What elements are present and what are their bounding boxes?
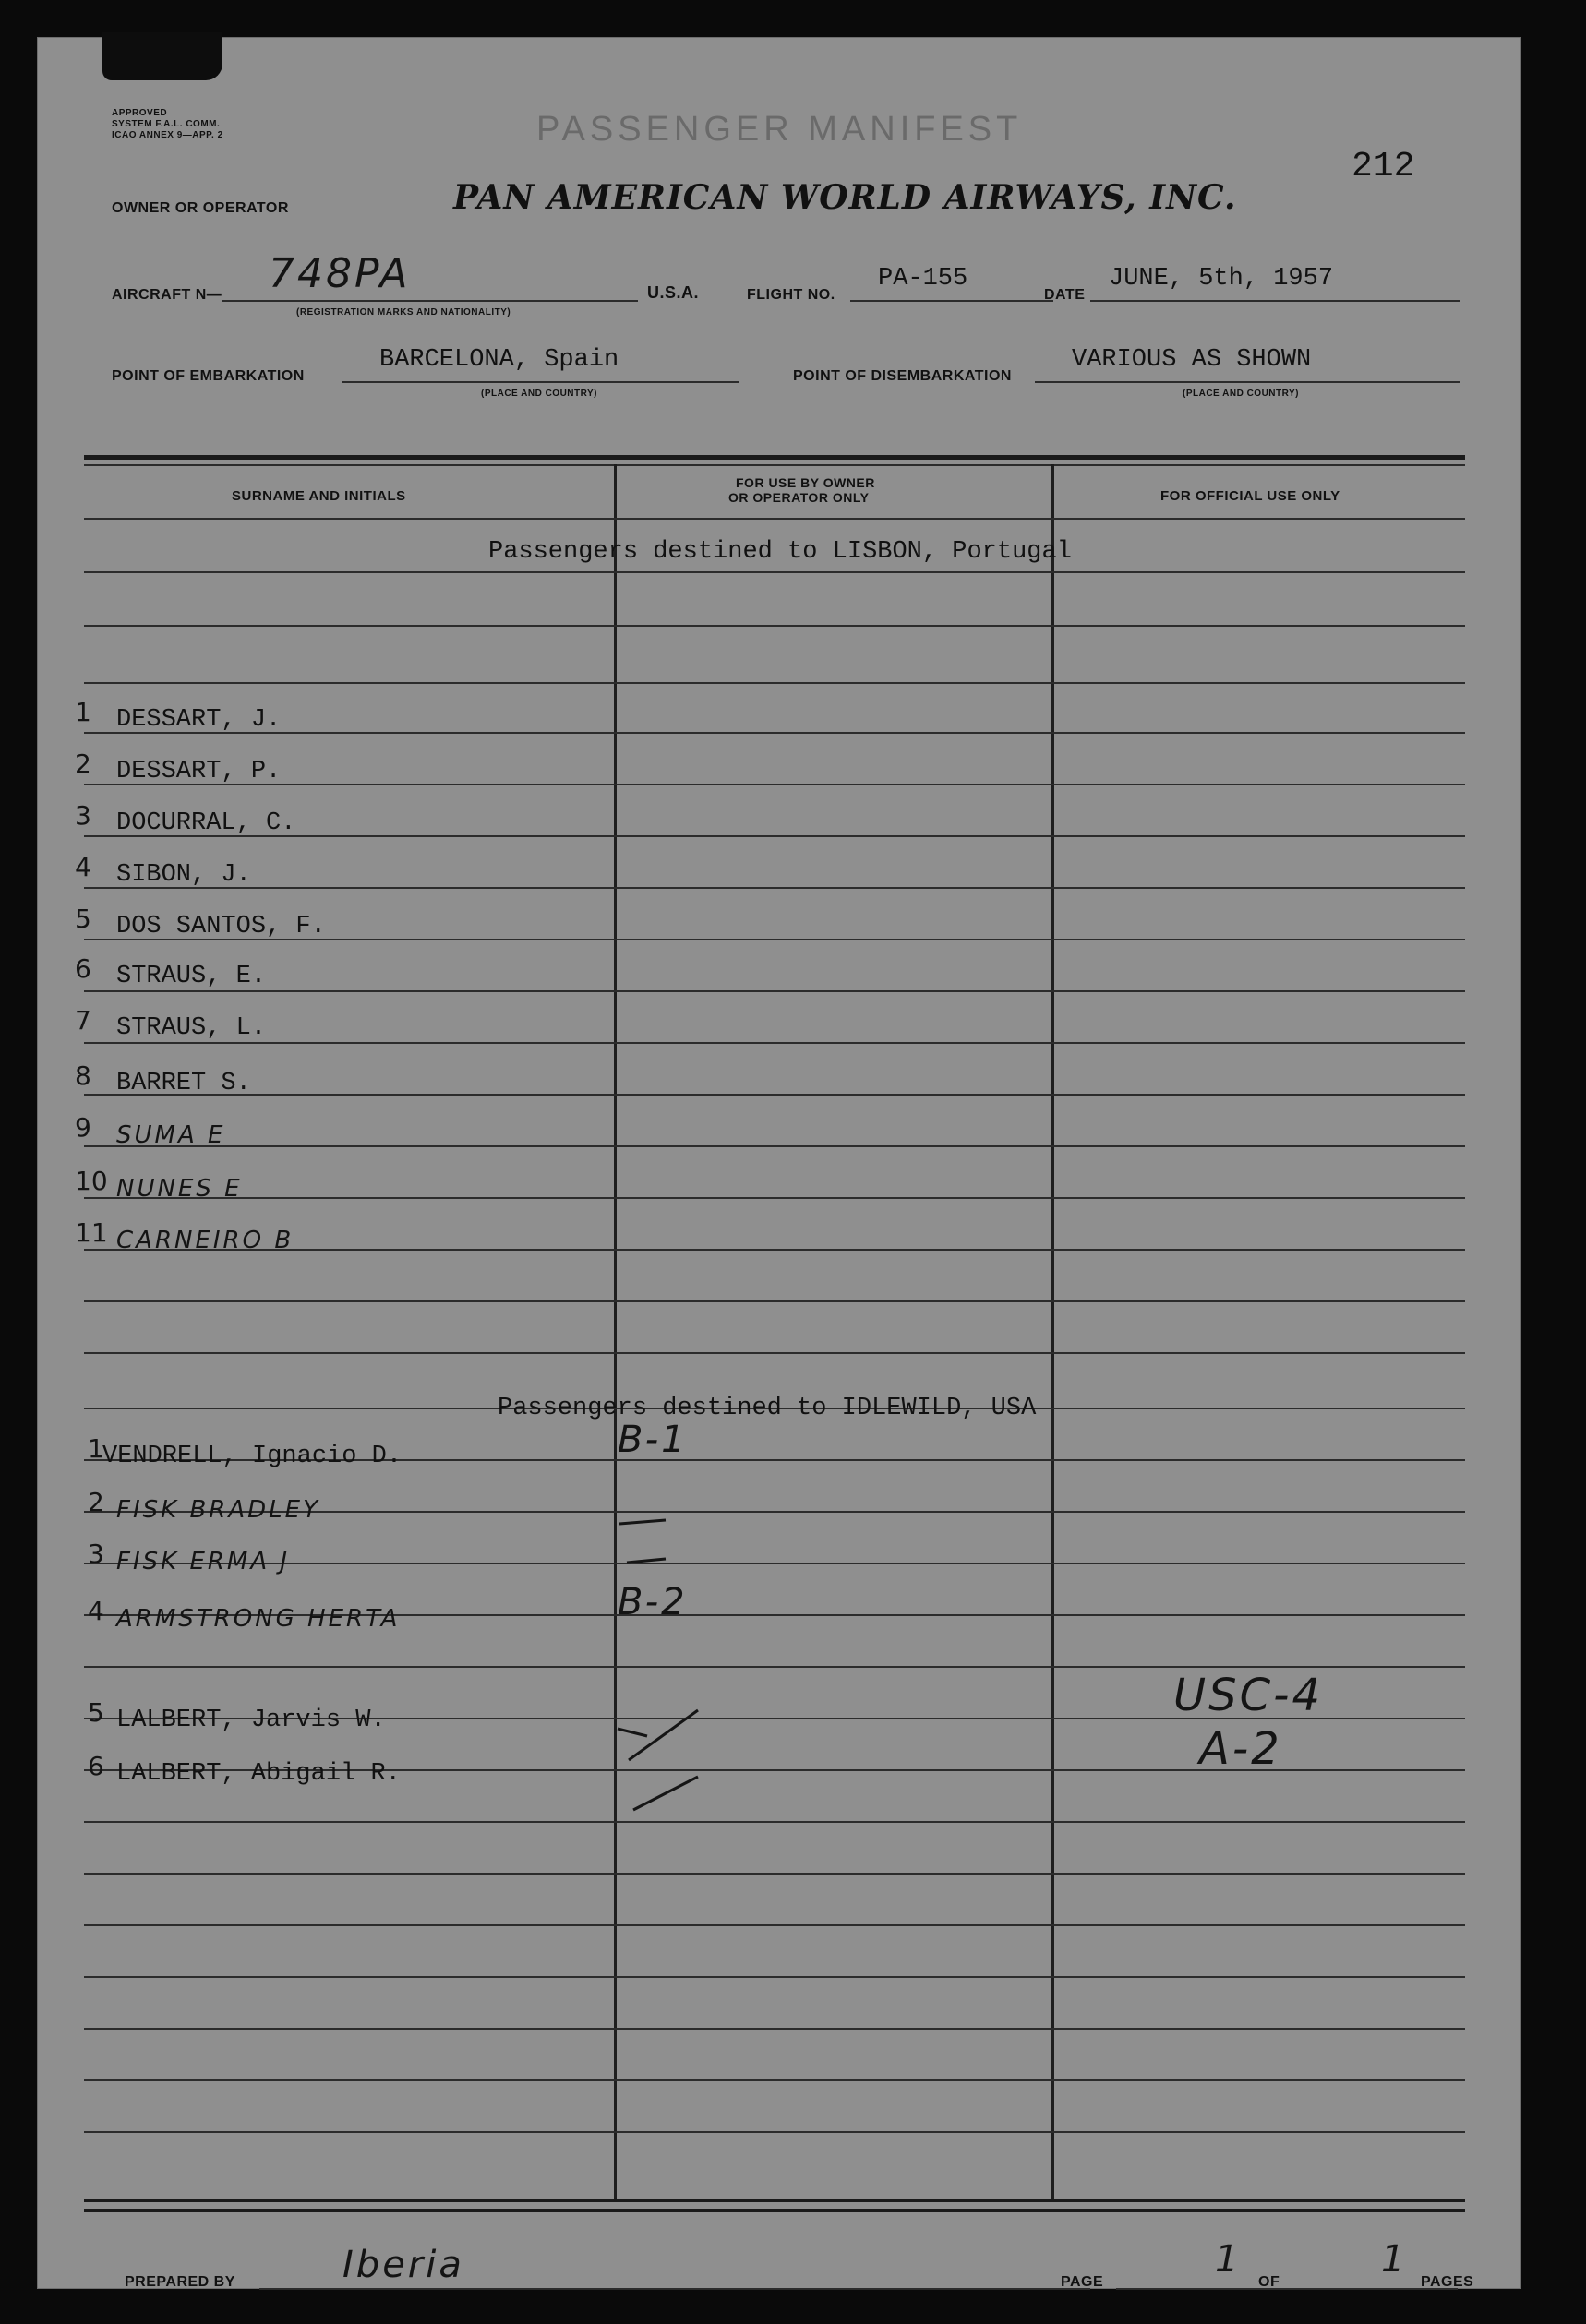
- passenger-name: BARRET S.: [116, 1070, 251, 1097]
- owner-label: OWNER OR OPERATOR: [112, 200, 289, 216]
- slash-mark-5b: [618, 1729, 647, 1736]
- ruled-line: [84, 990, 1465, 992]
- ruled-line: [84, 2079, 1465, 2081]
- disembarkation-label: POINT OF DISEMBARKATION: [793, 368, 1012, 384]
- passenger-number: 3: [88, 1539, 104, 1569]
- passenger-name: LALBERT, Abigail R.: [116, 1760, 401, 1788]
- ruled-line: [84, 2131, 1465, 2133]
- passenger-number: 9: [75, 1112, 91, 1143]
- passenger-name: FISK BRADLEY: [116, 1496, 320, 1524]
- ruled-line: [84, 1145, 1465, 1147]
- passenger-number: 2: [88, 1487, 104, 1517]
- passenger-name: ARMSTRONG HERTA: [116, 1605, 401, 1633]
- passenger-number: 1: [88, 1433, 104, 1464]
- col-surname-header: SURNAME AND INITIALS: [232, 488, 406, 504]
- approved-line-3: ICAO ANNEX 9—APP. 2: [112, 130, 223, 140]
- ruled-line: [84, 2028, 1465, 2030]
- date-underline: [1090, 300, 1460, 302]
- official-note-2: A-2: [1199, 1723, 1282, 1775]
- date-value: JUNE, 5th, 1957: [1109, 265, 1334, 293]
- of-value: 1: [1381, 2238, 1408, 2281]
- ruled-line: [84, 784, 1465, 785]
- table-top-border-2: [84, 464, 1465, 466]
- passenger-number: 1: [75, 697, 91, 727]
- ruled-line: [84, 1821, 1465, 1823]
- form-title: PASSENGER MANIFEST: [536, 110, 1023, 149]
- passenger-number: 6: [75, 953, 91, 984]
- table-bottom-border: [84, 2199, 1465, 2202]
- flight-value: PA-155: [878, 265, 968, 293]
- table-top-border: [84, 455, 1465, 460]
- slash-mark-6: [633, 1777, 698, 1810]
- embarkation-underline: [342, 381, 739, 383]
- table-bottom-border-2: [84, 2209, 1465, 2212]
- owner-column-code: B-2: [618, 1581, 688, 1623]
- disembarkation-sub-label: (PLACE AND COUNTRY): [1183, 389, 1299, 399]
- passenger-number: 4: [88, 1596, 104, 1626]
- aircraft-underline: [222, 300, 638, 302]
- page-stamp: 212: [1352, 147, 1415, 186]
- column-divider-1: [614, 464, 617, 2199]
- ruled-line: [84, 1563, 1465, 1564]
- ruled-line: [84, 1666, 1465, 1668]
- owner-column-marks: [592, 1459, 758, 1847]
- passenger-name: VENDRELL, Ignacio D.: [102, 1443, 403, 1470]
- ruled-line: [84, 625, 1465, 627]
- usa-label: U.S.A.: [647, 283, 700, 302]
- flight-label: FLIGHT NO.: [747, 287, 835, 303]
- passenger-name: NUNES E: [116, 1175, 243, 1203]
- page-label: PAGE: [1061, 2274, 1104, 2290]
- page-value: 1: [1215, 2238, 1242, 2281]
- passenger-number: 8: [75, 1060, 91, 1091]
- disembarkation-underline: [1035, 381, 1460, 383]
- ruled-line: [84, 1197, 1465, 1199]
- passenger-number: 3: [75, 800, 91, 831]
- col-official-header: FOR OFFICIAL USE ONLY: [1160, 488, 1340, 504]
- ruled-line: [84, 682, 1465, 684]
- passenger-name: SUMA E: [116, 1121, 226, 1149]
- passenger-number: 10: [75, 1166, 108, 1196]
- ruled-line: [84, 1300, 1465, 1302]
- prepared-by-value: Iberia: [342, 2244, 464, 2286]
- passenger-name: STRAUS, E.: [116, 963, 267, 990]
- official-note-1: USC-4: [1173, 1670, 1323, 1721]
- slash-mark-2: [619, 1520, 666, 1524]
- slash-mark-3: [627, 1559, 666, 1563]
- date-label: DATE: [1044, 287, 1086, 303]
- section-heading-lisbon: Passengers destined to LISBON, Portugal: [488, 538, 1072, 566]
- section-heading-idlewild: Passengers destined to IDLEWILD, USA: [498, 1395, 1037, 1422]
- passenger-name: DOS SANTOS, F.: [116, 913, 326, 940]
- ruled-line: [84, 518, 1465, 520]
- ruled-line: [84, 887, 1465, 889]
- passenger-number: 5: [88, 1697, 104, 1728]
- ruled-line: [84, 571, 1465, 573]
- ruled-line: [84, 1873, 1465, 1875]
- passenger-number: 6: [88, 1751, 104, 1781]
- manifest-page: [37, 37, 1521, 2289]
- embarkation-label: POINT OF EMBARKATION: [112, 368, 305, 384]
- torn-corner: [102, 32, 222, 80]
- passenger-number: 4: [75, 852, 91, 882]
- flight-underline: [850, 300, 1053, 302]
- passenger-number: 2: [75, 749, 91, 779]
- ruled-line: [84, 1352, 1465, 1354]
- ruled-line: [84, 732, 1465, 734]
- owner-value: PAN AMERICAN WORLD AIRWAYS, INC.: [453, 178, 1237, 217]
- passenger-name: DOCURRAL, C.: [116, 809, 296, 837]
- col-owner-header-1: FOR USE BY OWNER: [736, 475, 875, 490]
- approved-line-2: SYSTEM F.A.L. COMM.: [112, 119, 221, 129]
- ruled-line: [84, 1924, 1465, 1926]
- passenger-name: CARNEIRO B: [116, 1227, 294, 1254]
- pages-label: PAGES: [1421, 2274, 1474, 2290]
- embarkation-value: BARCELONA, Spain: [379, 346, 619, 374]
- aircraft-label: AIRCRAFT N—: [112, 287, 222, 303]
- disembarkation-value: VARIOUS AS SHOWN: [1072, 346, 1312, 374]
- column-divider-2: [1051, 464, 1054, 2199]
- aircraft-value: 748PA: [269, 250, 411, 297]
- passenger-name: DESSART, J.: [116, 706, 282, 734]
- passenger-name: DESSART, P.: [116, 758, 282, 785]
- passenger-number: 7: [75, 1005, 91, 1036]
- prepared-by-label: PREPARED BY: [125, 2274, 235, 2290]
- ruled-line: [84, 1976, 1465, 1978]
- approved-line-1: APPROVED: [112, 108, 168, 118]
- owner-column-code: B-1: [618, 1419, 688, 1461]
- passenger-number: 5: [75, 904, 91, 934]
- passenger-name: STRAUS, L.: [116, 1014, 267, 1042]
- aircraft-sub-label: (REGISTRATION MARKS AND NATIONALITY): [296, 307, 511, 317]
- ruled-line: [84, 1042, 1465, 1044]
- embarkation-sub-label: (PLACE AND COUNTRY): [481, 389, 597, 399]
- ruled-line: [84, 1094, 1465, 1096]
- prepared-by-underline: [259, 2288, 1090, 2290]
- passenger-name: LALBERT, Jarvis W.: [116, 1707, 386, 1734]
- passenger-name: SIBON, J.: [116, 861, 251, 889]
- col-owner-header-2: OR OPERATOR ONLY: [728, 490, 870, 505]
- of-label: OF: [1258, 2274, 1280, 2290]
- passenger-number: 11: [75, 1217, 108, 1248]
- passenger-name: FISK ERMA J: [116, 1548, 291, 1575]
